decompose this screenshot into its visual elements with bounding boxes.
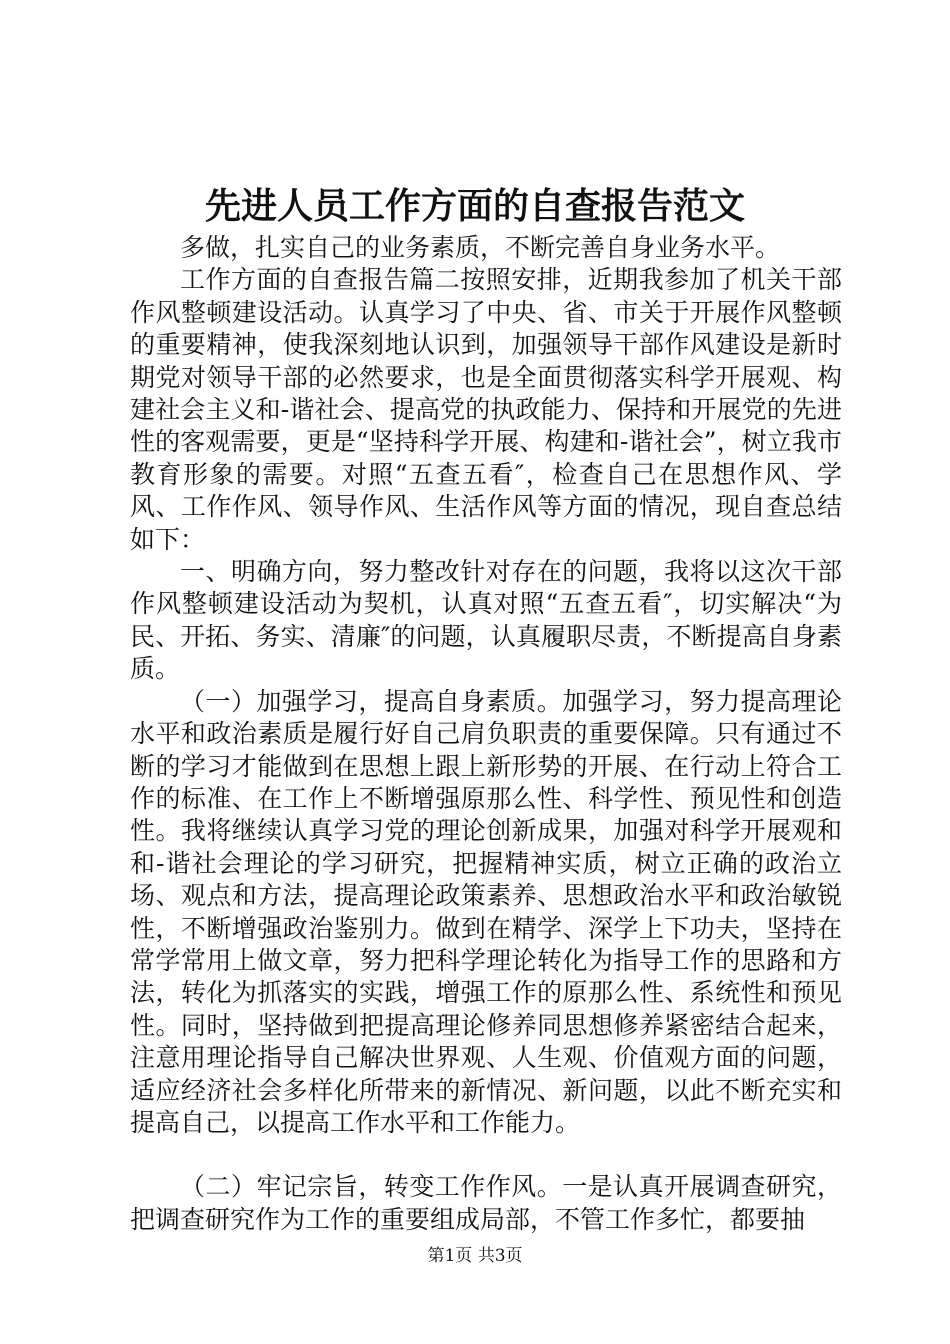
paragraph: 多做，扎实自己的业务素质，不断完善自身业务水平。: [180, 233, 781, 262]
page-number: 第1页 共3页: [427, 1246, 523, 1266]
paragraph: （二）牢记宗旨，转变工作作风。一是认真开展调查研究，把调查研究作为工作的重要组成局部，不管工作多忙，都要抽: [130, 1172, 842, 1234]
document-title: 先进人员工作方面的自查报告范文: [204, 185, 745, 227]
paragraph: （一）加强学习，提高自身素质。加强学习，努力提高理论水平和政治素质是履行好自己肩负职责的重要保障。只有通过不断的学习才能做到在思想上跟上新形势的开展、在行动上符合工作的标准、在工作上不断增强原那么性、科学性、预见性和创造性。我将继续认真学习党的理论创新成果，加强对科学开展观和和-谐社会理论的学习研究，把握精神实质，树立正确的政治立场、观点和方法，提高理论政策素养、思想政治水平和政治敏锐性，不断增强政治鉴别力。做到在精学、深学上下功夫，坚持在常学常用上做文章，努力把科学理论转化为指导工作的思路和方法，转化为抓落实的实践，增强工作的原那么性、系统性和预见性。同时，坚持做到把提高理论修养同思想修养紧密结合起来，注意用理论指导自己解决世界观、人生观、价值观方面的问题，适应经济社会多样化所带来的新情况、新问题，以此不断充实和提高自己，以提高工作水平和工作能力。: [130, 686, 842, 1137]
paragraph: 工作方面的自查报告篇二按照安排，近期我参加了机关干部作风整顿建设活动。认真学习了中央、省、市关于开展作风整顿的重要精神，使我深刻地认识到，加强领导干部作风建设是新时期党对领导干部的必然要求，也是全面贯彻落实科学开展观、构建社会主义和-谐社会、提高党的执政能力、保持和开展党的先进性的客观需要，更是“坚持科学开展、构建和-谐社会”，树立我市教育形象的需要。对照“五查五看″，检查自己在思想作风、学风、工作作风、领导作风、生活作风等方面的情况，现自查总结如下：: [130, 265, 842, 554]
paragraph: 一、明确方向，努力整改针对存在的问题，我将以这次干部作风整顿建设活动为契机，认真对照“五查五看″，切实解决“为民、开拓、务实、清廉″的问题，认真履职尽责，不断提高自身素质。: [130, 557, 842, 684]
document-body: [130, 232, 842, 1236]
